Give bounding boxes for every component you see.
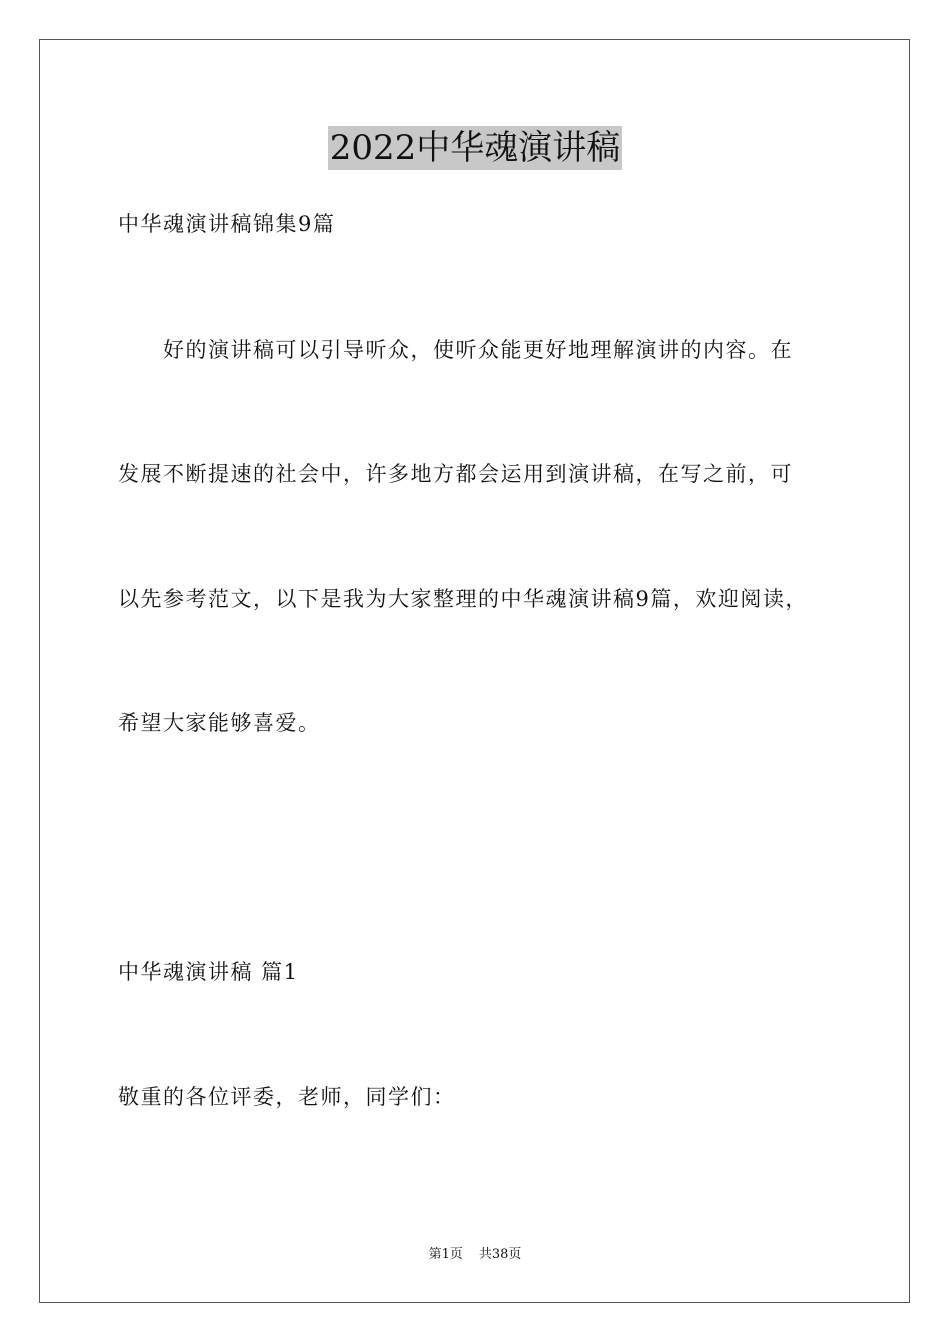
- page-footer: [0, 1246, 950, 1264]
- page-number: 第1页: [428, 1247, 463, 1262]
- document-title: 2022中华魂演讲稿: [329, 128, 621, 168]
- document-subtitle: 中华魂演讲稿锦集9篇: [118, 212, 336, 236]
- intro-line-2: 发展不断提速的社会中，许多地方都会运用到演讲稿，在写之前，可: [118, 462, 793, 486]
- section-heading: 中华魂演讲稿 篇1: [118, 960, 299, 984]
- intro-line-4: 希望大家能够喜爱。: [118, 711, 321, 735]
- salutation: 敬重的各位评委，老师，同学们：: [118, 1085, 456, 1109]
- intro-line-1: 好的演讲稿可以引导听众，使听众能更好地理解演讲的内容。在: [163, 338, 793, 362]
- intro-line-3: 以先参考范文，以下是我为大家整理的中华魂演讲稿9篇，欢迎阅读，: [118, 587, 808, 611]
- title-wrapper: [0, 126, 950, 170]
- page-total: 共38页: [478, 1247, 522, 1262]
